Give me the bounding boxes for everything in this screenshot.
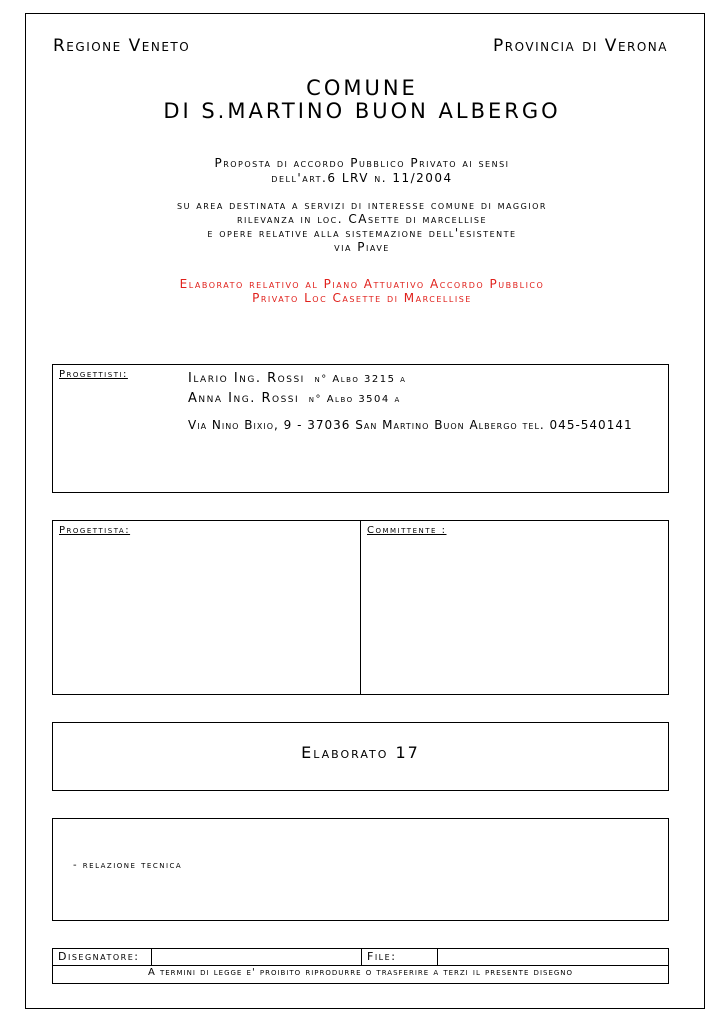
- description-line-2: rilevanza in loc. CAsette di marcellise: [236, 212, 488, 226]
- progettista-1: [188, 371, 406, 386]
- footer-divider-2: [361, 949, 362, 965]
- file-label: File:: [367, 950, 397, 963]
- footer-divider-horizontal: [53, 965, 668, 966]
- footer-divider-3: [437, 949, 438, 965]
- committente-box: [360, 520, 669, 695]
- progettisti-label: Progettisti:: [59, 369, 128, 380]
- footer-box: [52, 948, 669, 984]
- elaborato-description-line-2: Privato Loc Casette di Marcellise: [252, 291, 472, 305]
- disegnatore-label: Disegnatore:: [58, 950, 140, 963]
- progettista-2: [188, 391, 401, 406]
- progettisti-box: [52, 364, 669, 493]
- elaborato-box: [52, 722, 669, 791]
- progettista-1-albo: n° Albo 3215 a: [314, 374, 407, 385]
- copyright-notice: A termini di legge e' proibito riprodurre o trasferire a terzi il presente disegno: [147, 967, 574, 978]
- progettista-2-albo: n° Albo 3504 a: [308, 394, 401, 405]
- description-line-3: e opere relative alla sistemazione dell'esistente: [207, 226, 517, 240]
- title-comune: COMUNE: [306, 76, 418, 100]
- elaborato-description-line-1: Elaborato relativo al Piano Attuativo Accordo Pubblico: [179, 277, 545, 291]
- province-label: Provincia di Verona: [493, 36, 668, 56]
- footer-divider-1: [151, 949, 152, 965]
- elaborato-number: Elaborato 17: [301, 743, 420, 762]
- description-line-1: su area destinata a servizi di interesse comune di maggior: [176, 198, 547, 212]
- region-label: Regione Veneto: [53, 36, 191, 56]
- progettista-2-name: Anna Ing. Rossi: [188, 391, 300, 406]
- proposal-line-1: Proposta di accordo Pubblico Privato ai sensi: [214, 156, 510, 170]
- progettista-box: [52, 520, 361, 695]
- progettista-label: Progettista:: [59, 525, 131, 536]
- contents-item: - relazione tecnica: [73, 860, 183, 871]
- progettista-1-name: Ilario Ing. Rossi: [188, 371, 305, 386]
- description-line-4: via Piave: [334, 240, 390, 254]
- contents-box: [52, 818, 669, 921]
- progettisti-address: Via Nino Bixio, 9 - 37036 San Martino Buon Albergo tel. 045-540141: [188, 418, 633, 432]
- title-municipality: DI S.MARTINO BUON ALBERGO: [163, 99, 561, 123]
- committente-label: Committente :: [367, 525, 447, 536]
- proposal-line-2: dell'art.6 LRV n. 11/2004: [271, 171, 453, 185]
